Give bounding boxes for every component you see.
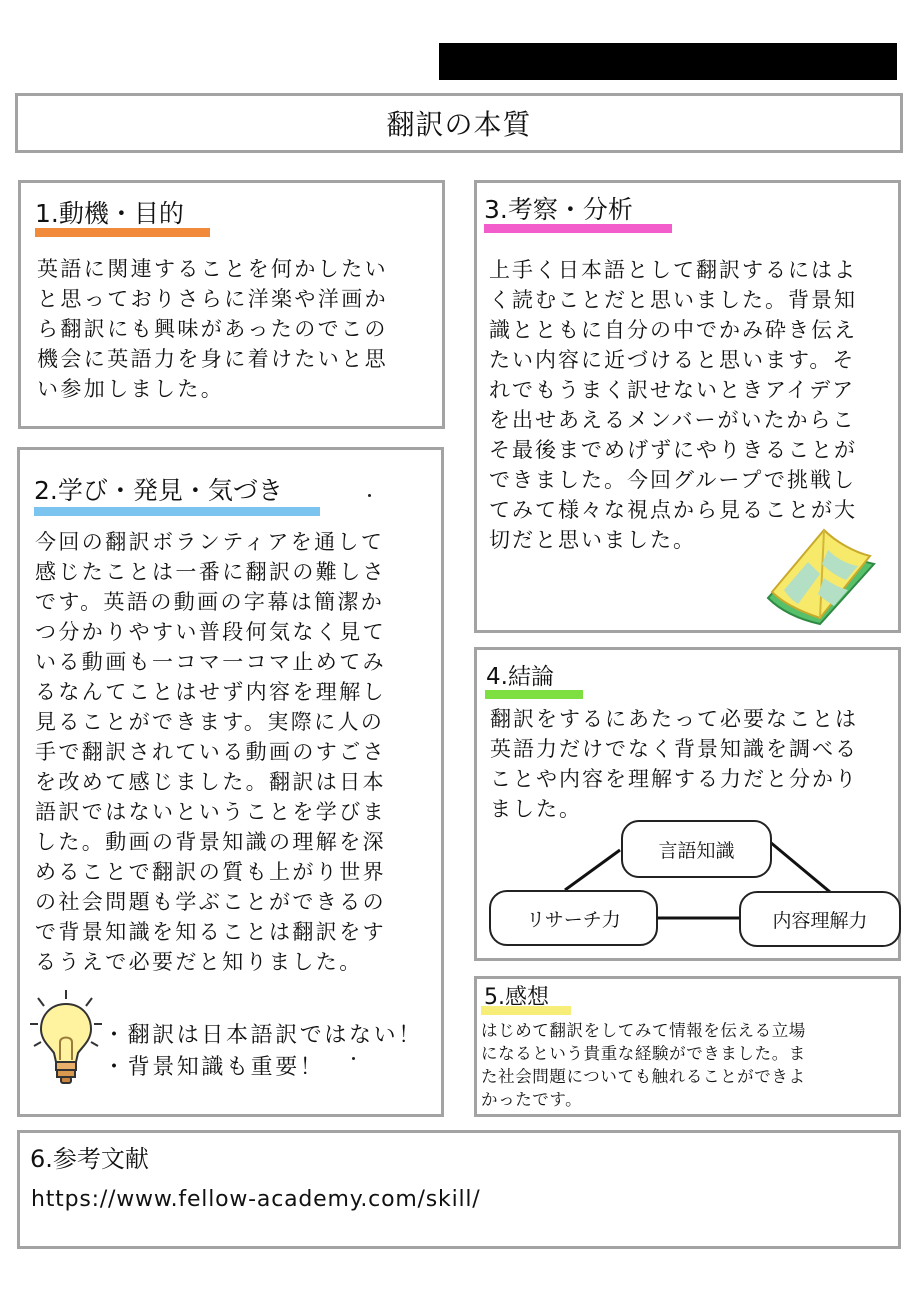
body-line: した。動画の背景知識の理解を深 — [35, 830, 386, 854]
diagram-node-language: 言語知識 — [621, 820, 772, 878]
page-title: 翻訳の本質 — [386, 108, 532, 141]
diagram-node-understanding: 内容理解力 — [739, 891, 901, 947]
body-line: た社会問題についても触れることができよ — [481, 1067, 806, 1086]
section-body — [35, 527, 386, 977]
body-line: めることで翻訳の質も上がり世界 — [35, 860, 386, 884]
title-box — [15, 93, 903, 153]
body-line: 手で翻訳されている動画のすごさ — [35, 740, 386, 764]
body-line: 切だと思いました。 — [489, 528, 696, 552]
section-heading: 6.参考文献 — [30, 1145, 149, 1173]
body-line: かったです。 — [481, 1090, 583, 1109]
body-line: れでもうまく訳せないときアイデア — [489, 378, 856, 402]
body-line: いる動画も一コマ一コマ止めてみ — [35, 650, 386, 674]
section-heading: 4.結論 — [486, 664, 554, 690]
heading-underline — [484, 224, 672, 233]
section-body — [481, 1019, 806, 1111]
body-line: ました。 — [490, 797, 582, 821]
body-line: るうえで必要だと知りました。 — [35, 950, 363, 974]
section-body — [489, 255, 857, 555]
key-points — [103, 1020, 423, 1084]
body-line: 英語に関連することを何かしたい — [37, 257, 388, 281]
body-line: 感じたことは一番に翻訳の難しさ — [35, 560, 386, 584]
body-line: を改めて感じました。翻訳は日本 — [35, 770, 386, 794]
body-line: 上手く日本語として翻訳するにはよ — [489, 258, 857, 282]
body-line: つ分かりやすい普段何気なく見て — [35, 620, 386, 644]
body-line: と思っておりさらに洋楽や洋画か — [37, 287, 388, 311]
reference-link[interactable]: https://www.fellow-academy.com/skill/ — [31, 1187, 481, 1212]
stray-dot — [352, 1057, 355, 1060]
body-line: 語訳ではないということを学びま — [35, 800, 386, 824]
body-line: を出せあえるメンバーがいたからこ — [489, 408, 856, 432]
body-line: 見ることができます。実際に人の — [35, 710, 385, 734]
stray-dot — [368, 494, 371, 497]
body-line: そ最後までめげずにやりきることが — [489, 438, 857, 462]
body-line: ことや内容を理解する力だと分かり — [490, 767, 858, 791]
body-line: 識とともに自分の中でかみ砕き伝え — [489, 318, 857, 342]
body-line: るなんてことはせず内容を理解し — [35, 680, 386, 704]
key-point: ・翻訳は日本語訳ではない！ — [103, 1023, 423, 1048]
body-line: です。英語の動画の字幕は簡潔か — [35, 590, 385, 614]
body-line: 翻訳をするにあたって必要なことは — [490, 707, 858, 731]
heading-underline — [485, 690, 583, 699]
heading-underline — [34, 507, 320, 516]
lightbulb-icon — [30, 990, 102, 1090]
body-line: の社会問題も学ぶことができるの — [35, 890, 386, 914]
body-line: になるという貴重な経験ができました。ま — [481, 1044, 806, 1063]
section-body — [490, 704, 858, 824]
diagram-node-research: リサーチ力 — [489, 890, 658, 946]
key-point: ・背景知識も重要！ — [103, 1055, 325, 1080]
body-line: はじめて翻訳をしてみて情報を伝える立場 — [481, 1021, 806, 1040]
body-line: てみて様々な視点から見ることが大 — [489, 498, 857, 522]
body-line: 今回の翻訳ボランティアを通して — [35, 530, 385, 554]
section-heading: 3.考察・分析 — [484, 195, 633, 224]
body-line: く読むことだと思いました。背景知 — [489, 288, 857, 312]
heading-underline — [35, 228, 210, 237]
body-line: できました。今回グループで挑戦し — [489, 468, 856, 492]
body-line: 機会に英語力を身に着けたいと思 — [37, 347, 388, 371]
section-heading: 1.動機・目的 — [35, 199, 184, 228]
body-line: ら翻訳にも興味があったのでこの — [37, 317, 388, 341]
body-line: たい内容に近づけると思います。そ — [489, 348, 856, 372]
section-heading: 5.感想 — [484, 985, 549, 1010]
body-line: 英語力だけでなく背景知識を調べる — [490, 737, 858, 761]
top-black-bar — [439, 43, 897, 80]
body-line: い参加しました。 — [37, 377, 225, 401]
open-book-icon — [762, 520, 878, 630]
section-heading: 2.学び・発見・気づき — [34, 476, 283, 505]
section-body — [37, 254, 388, 404]
body-line: で背景知識を知ることは翻訳をす — [35, 920, 386, 944]
